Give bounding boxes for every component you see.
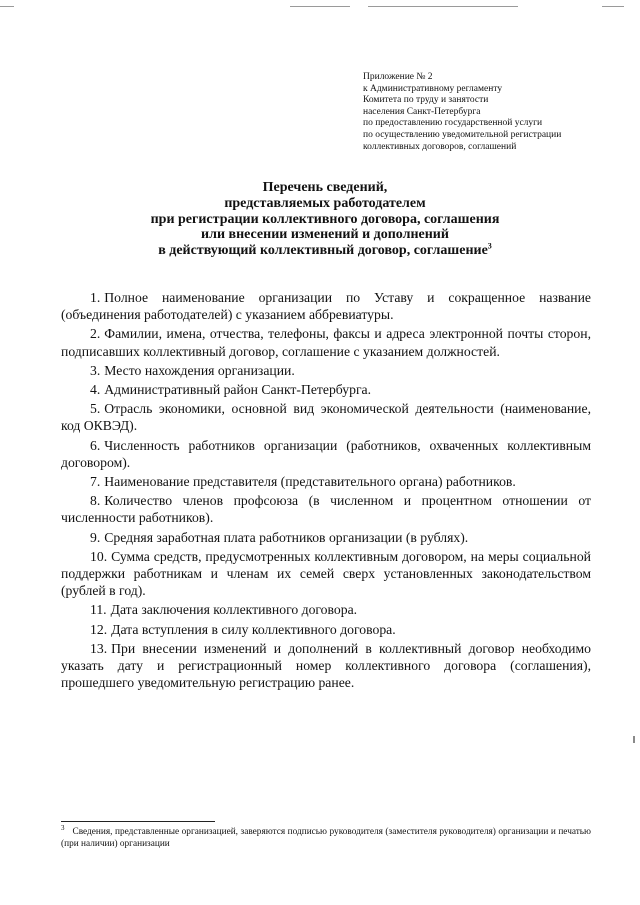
item-number: 5. xyxy=(90,401,101,417)
list-item xyxy=(61,621,591,638)
item-text: Фамилии, имена, отчества, телефоны, факсы и адреса электронной почты сторон, подписавших коллективный договор, соглашение с указанием должностей. xyxy=(61,326,591,359)
appendix-header xyxy=(363,72,623,153)
item-number: 7. xyxy=(90,474,101,490)
list-item xyxy=(61,400,591,434)
list-item xyxy=(61,492,591,526)
item-number: 3. xyxy=(90,362,101,378)
item-text: Административный район Санкт-Петербурга. xyxy=(104,382,372,398)
item-text: Численность работников организации (работников, охваченных коллективным договором). xyxy=(61,437,591,470)
title-line: в действующий коллективный договор, соглашение xyxy=(158,243,488,259)
list-item xyxy=(61,289,591,323)
item-text: При внесении изменений и дополнений в коллективный договор необходимо указать дату и регистрационный номер коллективного договора (соглашения), прошедшего уведомительную регистрацию ранее. xyxy=(61,640,591,691)
list-item xyxy=(61,437,591,471)
item-text: Наименование представителя (представительного органа) работников. xyxy=(104,474,516,490)
item-number: 2. xyxy=(90,326,101,342)
list-item xyxy=(61,601,591,618)
appendix-line: Комитета по труду и занятости xyxy=(363,95,489,106)
item-text: Дата вступления в силу коллективного договора. xyxy=(111,621,396,637)
item-number: 4. xyxy=(90,382,101,398)
item-text: Количество членов профсоюза (в численном и процентном отношении от численности работников). xyxy=(61,493,591,526)
list-item xyxy=(61,325,591,359)
item-number: 12. xyxy=(90,621,108,637)
list-item xyxy=(61,473,591,490)
item-number: 6. xyxy=(90,437,101,453)
item-number: 11. xyxy=(90,602,107,618)
appendix-line: Приложение № 2 xyxy=(363,72,433,82)
list-item xyxy=(61,529,591,546)
footnote-reference[interactable]: 3 xyxy=(487,241,492,251)
title-line: представляемых работодателем xyxy=(224,195,426,211)
appendix-line: по предоставлению государственной услуги xyxy=(363,118,543,129)
footnote-divider xyxy=(61,821,215,822)
footnote-marker: 3 xyxy=(61,823,65,832)
item-text: Место нахождения организации. xyxy=(104,362,295,378)
document-title xyxy=(60,180,590,259)
appendix-line: коллективных договоров, соглашений xyxy=(363,141,517,152)
title-line: при регистрации коллективного договора, соглашения xyxy=(150,211,500,227)
item-number: 8. xyxy=(90,493,101,509)
appendix-line: к Административному регламенту xyxy=(363,83,503,94)
scan-artifact xyxy=(0,6,14,7)
footnote xyxy=(61,823,591,850)
title-line-last xyxy=(60,243,590,259)
item-number: 13. xyxy=(90,640,108,656)
item-text: Отрасль экономики, основной вид экономической деятельности (наименование, код ОКВЭД). xyxy=(61,401,591,434)
item-text: Дата заключения коллективного договора. xyxy=(110,602,358,618)
appendix-line: населения Санкт-Петербурга xyxy=(363,106,481,117)
list-item xyxy=(61,640,591,692)
item-text: Полное наименование организации по Уставу и сокращенное название (объединения работодателей) с указанием аббревиатуры. xyxy=(61,290,591,323)
item-text: Средняя заработная плата работников организации (в рублях). xyxy=(104,529,469,545)
scan-artifact xyxy=(368,6,518,7)
list-item xyxy=(61,381,591,398)
item-number: 1. xyxy=(90,290,101,305)
title-line: Перечень сведений, xyxy=(262,180,388,195)
item-text: Сумма средств, предусмотренных коллективным договором, на меры социальной поддержки работникам и членам их семей сверх установленных законодательством (рублей в год). xyxy=(61,548,591,599)
footnote-text: Сведения, представленные организацией, заверяются подписью руководителя (заместителя руководителя) организации и печатью (при наличии) организации xyxy=(61,827,591,850)
list-item xyxy=(61,362,591,379)
scan-artifact xyxy=(290,6,350,7)
list-item xyxy=(61,548,591,600)
item-number: 10. xyxy=(90,548,108,564)
appendix-line: по осуществлению уведомительной регистрации xyxy=(363,129,562,140)
scan-artifact xyxy=(633,736,635,743)
title-line: или внесении изменений и дополнений xyxy=(201,227,449,243)
item-number: 9. xyxy=(90,529,101,545)
scan-artifact xyxy=(602,6,624,7)
info-list xyxy=(61,289,591,693)
